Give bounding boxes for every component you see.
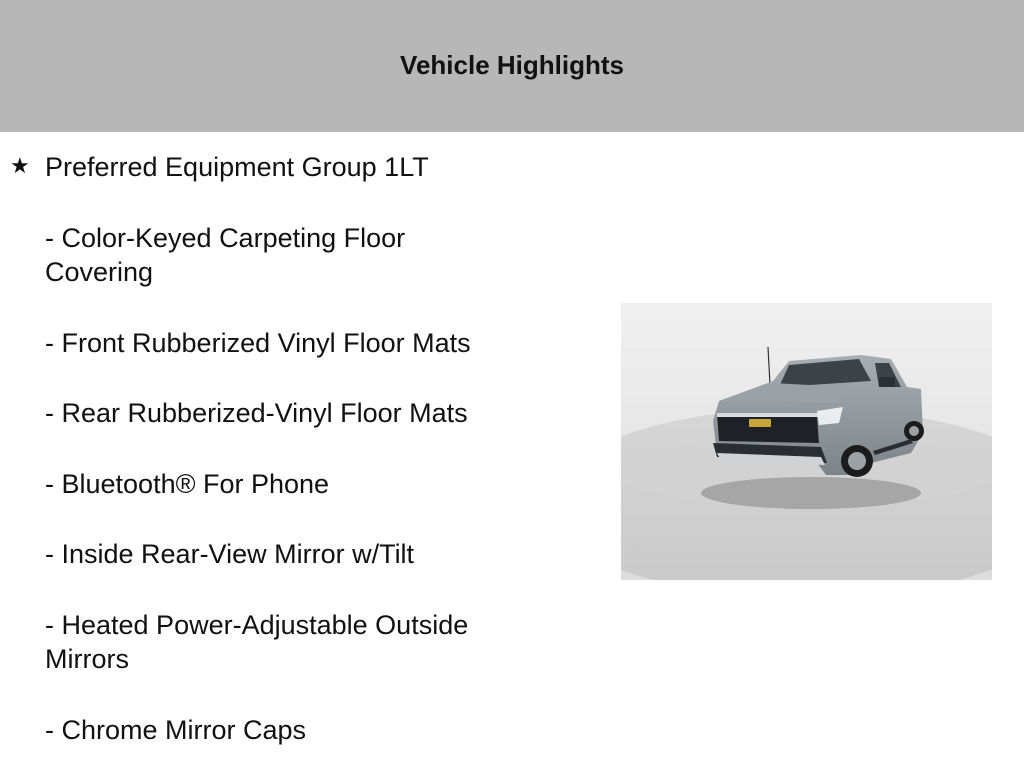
list-item-continued: Covering xyxy=(45,257,154,287)
list-item: - Chrome Mirror Caps xyxy=(45,714,307,745)
list-item: - Inside Rear-View Mirror w/Tilt xyxy=(45,539,415,569)
vehicle-photo xyxy=(621,303,992,580)
page-title: Vehicle Highlights xyxy=(400,50,624,80)
list-item: - Heated Power-Adjustable Outside xyxy=(45,609,469,640)
list-item: - Color-Keyed Carpeting Floor xyxy=(45,222,406,253)
list-item: - Rear Rubberized-Vinyl Floor Mats xyxy=(45,398,468,428)
truck-shadow xyxy=(701,477,921,509)
list-item-continued: Mirrors xyxy=(45,644,129,674)
list-item: - Bluetooth® For Phone xyxy=(45,468,330,499)
group-title: Preferred Equipment Group 1LT xyxy=(45,152,429,182)
star-icon: ★ xyxy=(10,153,30,178)
header-bar xyxy=(0,0,1024,132)
highlights-list xyxy=(45,150,545,747)
list-item: - Front Rubberized Vinyl Floor Mats xyxy=(45,327,471,358)
